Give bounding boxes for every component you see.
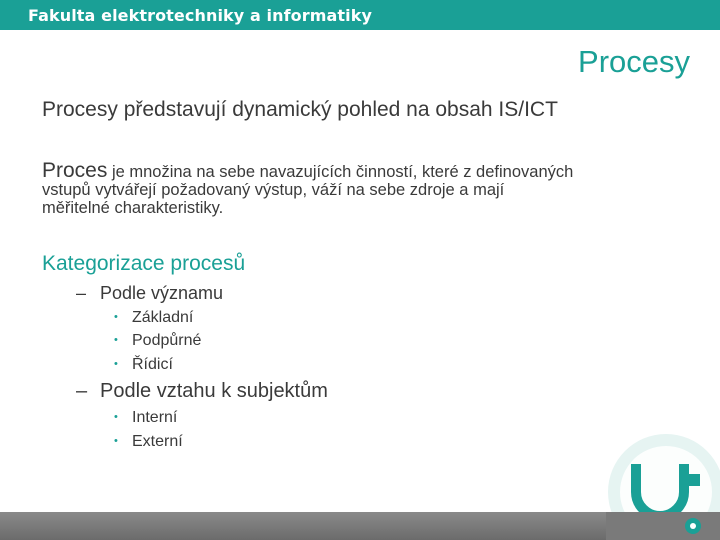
list-item — [114, 433, 183, 451]
list-item-label: Podpůrné — [132, 332, 202, 349]
group-label: Podle významu — [100, 283, 224, 303]
group-by-significance — [76, 283, 223, 304]
list-item-label: Řídicí — [132, 356, 173, 373]
bullet-icon: • — [114, 435, 118, 447]
bullet-icon: • — [114, 334, 118, 346]
bullet-icon: • — [114, 358, 118, 370]
group-by-subject-relation — [76, 380, 328, 403]
definition-term: Proces — [42, 159, 108, 182]
bullet-icon: • — [114, 311, 118, 323]
dash-icon: – — [76, 380, 88, 402]
definition-line-3: měřitelné charakteristiky. — [42, 199, 224, 217]
header-bar — [0, 0, 720, 30]
categorization-heading: Kategorizace procesů — [42, 252, 246, 275]
definition-line-1-rest: je množina na sebe navazujících činností, které z definovaných — [107, 163, 574, 181]
list-item — [114, 332, 201, 350]
list-item — [114, 309, 193, 327]
definition-line-2: vstupů vytvářejí požadovaný výstup, váží na sebe zdroje a mají — [42, 181, 505, 199]
list-item — [114, 356, 173, 374]
list-item-label: Základní — [132, 309, 194, 326]
faculty-name: Fakulta elektrotechniky a informatiky — [28, 6, 373, 25]
definition-line-1 — [42, 159, 702, 182]
list-item-label: Interní — [132, 409, 178, 426]
dash-icon: – — [76, 283, 87, 303]
definition-paragraph — [42, 159, 702, 217]
list-item-label: Externí — [132, 433, 183, 450]
group-label: Podle vztahu k subjektům — [100, 380, 328, 402]
intro-text: Procesy představují dynamický pohled na obsah IS/ICT — [42, 98, 558, 121]
university-logo-icon — [606, 432, 720, 540]
list-item — [114, 409, 177, 427]
slide-title: Procesy — [578, 44, 690, 79]
bullet-icon: • — [114, 411, 118, 423]
